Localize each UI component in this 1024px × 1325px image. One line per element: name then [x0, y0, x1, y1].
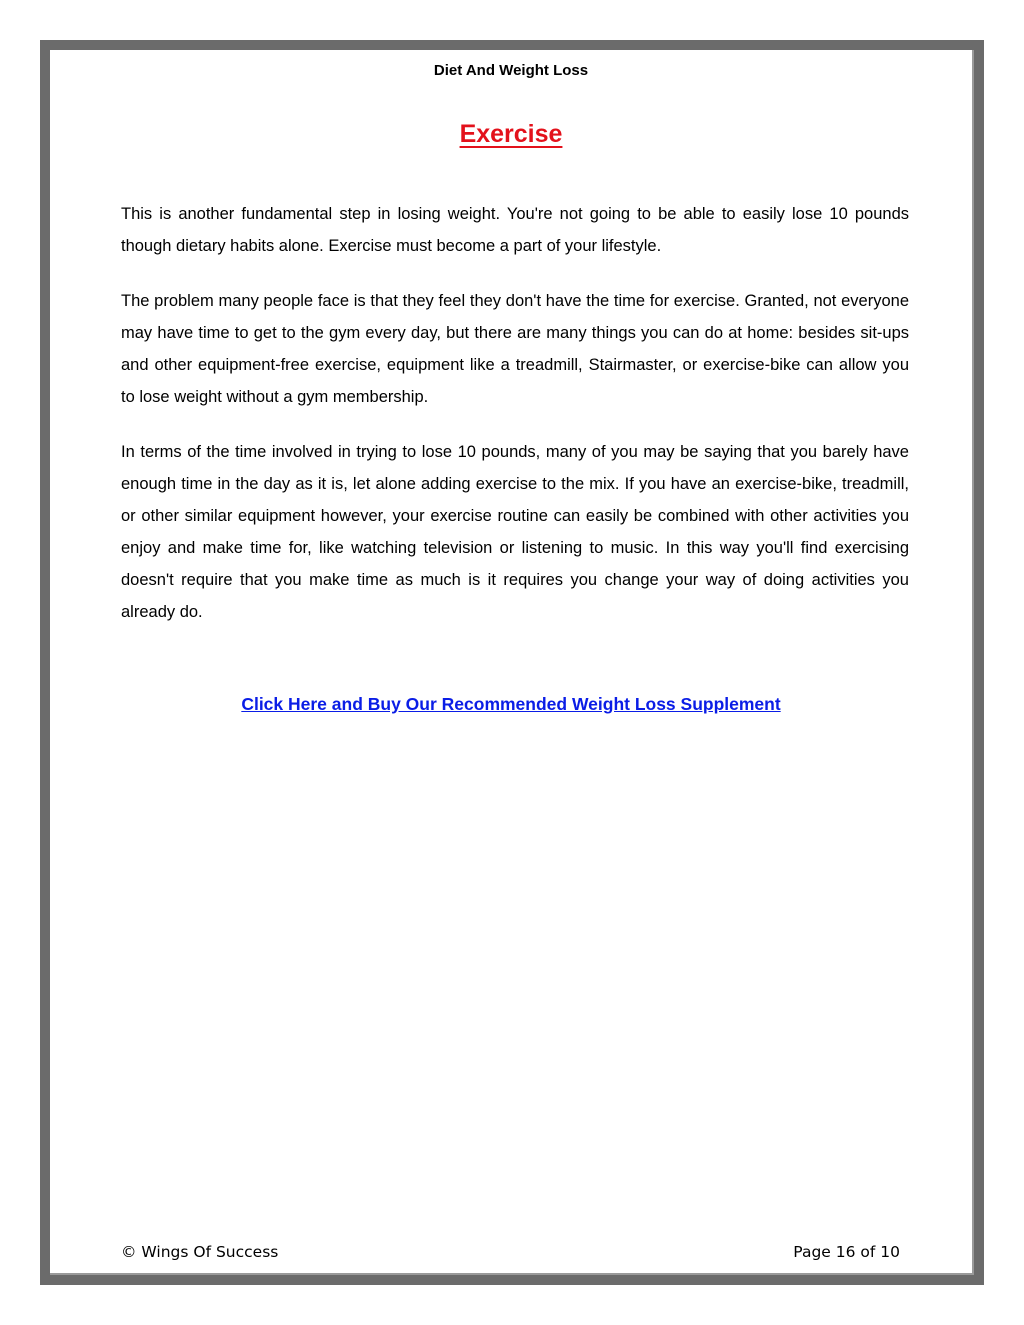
footer-page-number: Page 16 of 10 [793, 1243, 900, 1261]
paragraph: In terms of the time involved in trying to lose 10 pounds, many of you may be saying that you barely have enough time in the day as it is, let alone adding exercise to the mix. If you have an exercise-bike, treadmill, or other similar equipment however, your exercise routine can easily be combined with other activities you enjoy and make time for, like watching television or listening to music. In this way you'll find exercising doesn't require that you make time as much is it requires you change your way of doing activities you already do. [121, 443, 909, 621]
paragraph: The problem many people face is that they feel they don't have the time for exercise. Granted, not everyone may have time to get to the gym every day, but there are many things you can do at home: besides sit-ups and other equipment-free exercise, equipment like a treadmill, Stairmaster, or exercise-bike can allow you to lose weight without a gym membership. [121, 292, 909, 406]
running-header: Diet And Weight Loss [433, 62, 589, 79]
body-text [121, 198, 909, 651]
footer-copyright: © Wings Of Success [121, 1243, 279, 1261]
section-title: Exercise [459, 120, 563, 148]
page-border-frame [40, 40, 984, 1285]
document-page [50, 50, 974, 1275]
buy-supplement-link[interactable]: Click Here and Buy Our Recommended Weight Loss Supplement [241, 694, 781, 714]
paragraph: This is another fundamental step in losing weight. You're not going to be able to easily lose 10 pounds though dietary habits alone. Exercise must become a part of your lifestyle. [121, 205, 909, 255]
